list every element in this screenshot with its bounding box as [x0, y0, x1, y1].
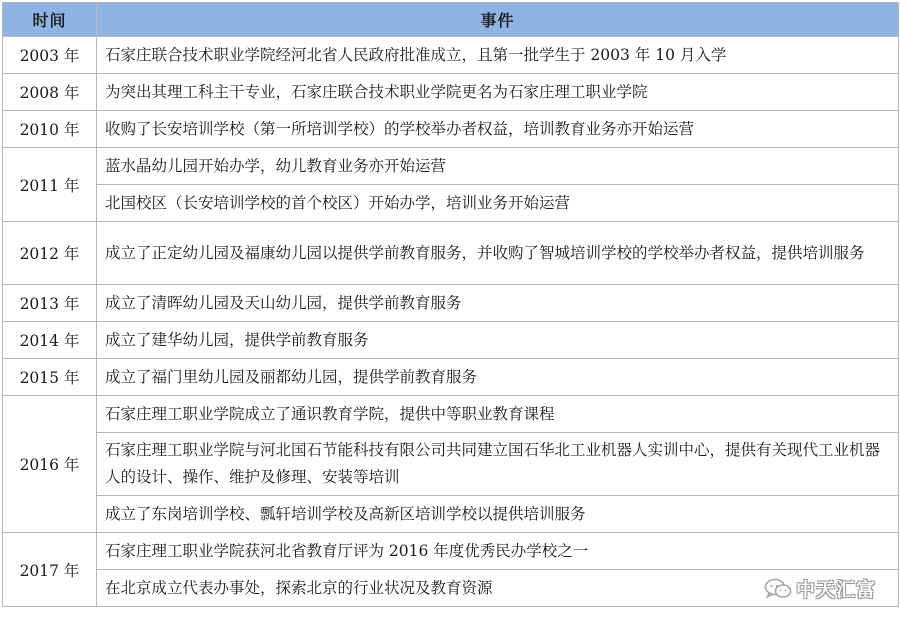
table-row: [3, 433, 899, 496]
event-cell: 蓝水晶幼儿园开始办学，幼儿教育业务亦开始运营: [97, 148, 899, 185]
watermark-text: 中天汇富: [795, 579, 876, 601]
year-cell: 2016 年: [3, 396, 97, 533]
year-cell: 2017 年: [3, 533, 97, 607]
event-cell: 成立了正定幼儿园及福康幼儿园以提供学前教育服务，并收购了智城培训学校的学校举办者权益，提供培训服务: [97, 222, 899, 285]
event-cell: 成立了东岗培训学校、瓢轩培训学校及高新区培训学校以提供培训服务: [97, 496, 899, 533]
table-row: [3, 533, 899, 570]
table-row: [3, 322, 899, 359]
header-event: 事件: [97, 3, 899, 37]
event-cell: 在北京成立代表办事处，探索北京的行业状况及教育资源: [97, 570, 899, 607]
event-cell: 为突出其理工科主干专业，石家庄联合技术职业学院更名为石家庄理工职业学院: [97, 74, 899, 111]
table-row: [3, 396, 899, 433]
year-cell: 2013 年: [3, 285, 97, 322]
event-cell: 石家庄联合技术职业学院经河北省人民政府批准成立，且第一批学生于 2003 年 10 月入学: [97, 37, 899, 74]
event-cell: 成立了清晖幼儿园及天山幼儿园，提供学前教育服务: [97, 285, 899, 322]
table-row: [3, 222, 899, 285]
event-cell: 石家庄理工职业学院成立了通识教育学院，提供中等职业教育课程: [97, 396, 899, 433]
year-cell: 2008 年: [3, 74, 97, 111]
table-row: [3, 496, 899, 533]
event-cell: 成立了建华幼儿园，提供学前教育服务: [97, 322, 899, 359]
event-cell: 石家庄理工职业学院获河北省教育厅评为 2016 年度优秀民办学校之一: [97, 533, 899, 570]
year-cell: 2003 年: [3, 37, 97, 74]
table-body: [3, 37, 899, 607]
event-cell: 北国校区（长安培训学校的首个校区）开始办学，培训业务开始运营: [97, 185, 899, 222]
table-row: [3, 37, 899, 74]
history-table: [2, 2, 899, 607]
event-cell: 成立了福门里幼儿园及丽都幼儿园，提供学前教育服务: [97, 359, 899, 396]
table-row: [3, 359, 899, 396]
table-row: [3, 111, 899, 148]
event-cell: 石家庄理工职业学院与河北国石节能科技有限公司共同建立国石华北工业机器人实训中心，提供有关现代工业机器人的设计、操作、维护及修理、安装等培训: [97, 433, 899, 496]
table-row: [3, 285, 899, 322]
header-row: [3, 3, 899, 37]
table-row: [3, 74, 899, 111]
table-row: [3, 148, 899, 185]
year-cell: 2010 年: [3, 111, 97, 148]
year-cell: 2011 年: [3, 148, 97, 222]
year-cell: 2015 年: [3, 359, 97, 396]
watermark: [764, 575, 876, 602]
year-cell: 2012 年: [3, 222, 97, 285]
header-time: 时间: [3, 3, 97, 37]
table-row: [3, 185, 899, 222]
wechat-icon: [764, 578, 792, 600]
event-cell: 收购了长安培训学校（第一所培训学校）的学校举办者权益，培训教育业务亦开始运营: [97, 111, 899, 148]
year-cell: 2014 年: [3, 322, 97, 359]
